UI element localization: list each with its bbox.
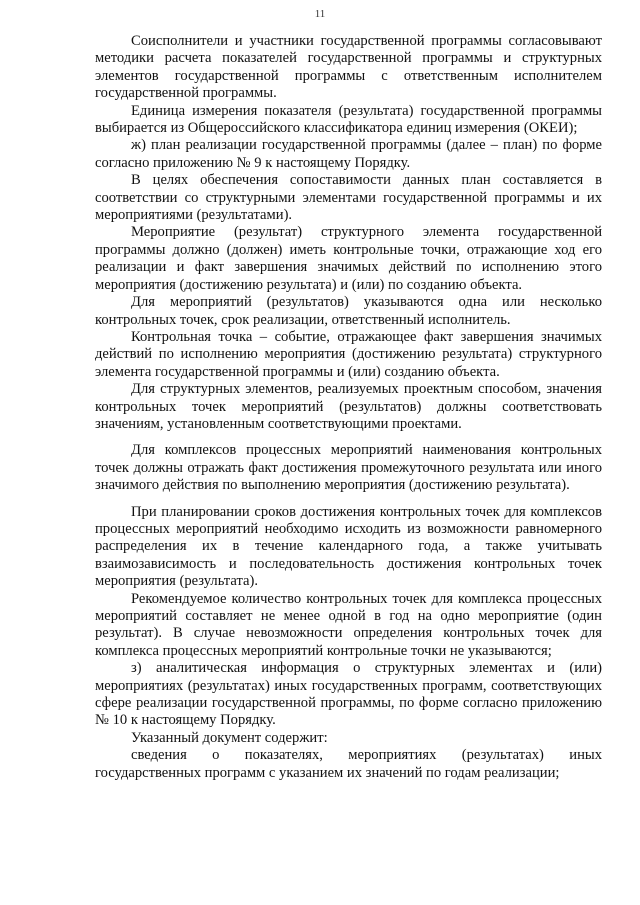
paragraph: ж) план реализации государственной программы (далее – план) по форме согласно приложению № 9 к настоящему Порядку. [95, 137, 602, 171]
paragraph: Для комплексов процессных мероприятий наименования контрольных точек должны отражать факт достижения промежуточного результата или иного значимого действия по выполнению мероприятия (достижению результата). [95, 442, 602, 494]
document-body [95, 33, 602, 782]
paragraph: Контрольная точка – событие, отражающее факт завершения значимых действий по исполнению мероприятия (достижению результата) структурного элемента государственной программы и (или) созданию объекта. [95, 328, 602, 380]
paragraph: Единица измерения показателя (результата) государственной программы выбирается из Общероссийского классификатора единиц измерения (ОКЕИ); [95, 102, 602, 137]
paragraph: Соисполнители и участники государственной программы согласовывают методики расчета показателей государственной программы и структурных элементов государственной программы с ответственным исполнителем государственной программы. [95, 33, 602, 102]
paragraph: В целях обеспечения сопоставимости данных план составляется в соответствии со структурными элементами государственной программы и их мероприятиями (результатами). [95, 172, 602, 224]
paragraph: Мероприятие (результат) структурного элемента государственной программы должно (должен) иметь контрольные точки, отражающие ход его реализации и факт завершения значимых действий по исполнению этого мероприятия (достижению результата) и (или) по созданию объекта. [95, 224, 602, 293]
paragraph: сведения о показателях, мероприятиях (результатах) иных государственных программ с указанием их значений по годам реализации; [95, 747, 602, 781]
paragraph: Для структурных элементов, реализуемых проектным способом, значения контрольных точек мероприятий (результатов) должны соответствовать значениям, установленным соответствующими проектами. [95, 381, 602, 432]
page-number: 11 [314, 8, 326, 20]
paragraph: Рекомендуемое количество контрольных точек для комплекса процессных мероприятий составляет не менее одной в год на одно мероприятие (один результат). В случае невозможности определения контрольных точек для комплекса процессных мероприятий контрольные точки не указываются; [95, 590, 602, 659]
paragraph: з) аналитическая информация о структурных элементах и (или) мероприятиях (результатах) иных государственных программ, соответствующих сфере реализации государственной программы, по форме согласно приложению № 10 к настоящему Порядку. [95, 660, 602, 729]
paragraph: Для мероприятий (результатов) указываются одна или несколько контрольных точек, срок реализации, ответственный исполнитель. [95, 294, 602, 328]
paragraph: Указанный документ содержит: [131, 729, 328, 746]
paragraph: При планировании сроков достижения контрольных точек для комплексов процессных мероприятий необходимо исходить из возможности равномерного распределения их в течение календарного года, а также учитывать взаимозависимость и последовательность достижения контрольных точек мероприятия (результата). [95, 503, 602, 590]
